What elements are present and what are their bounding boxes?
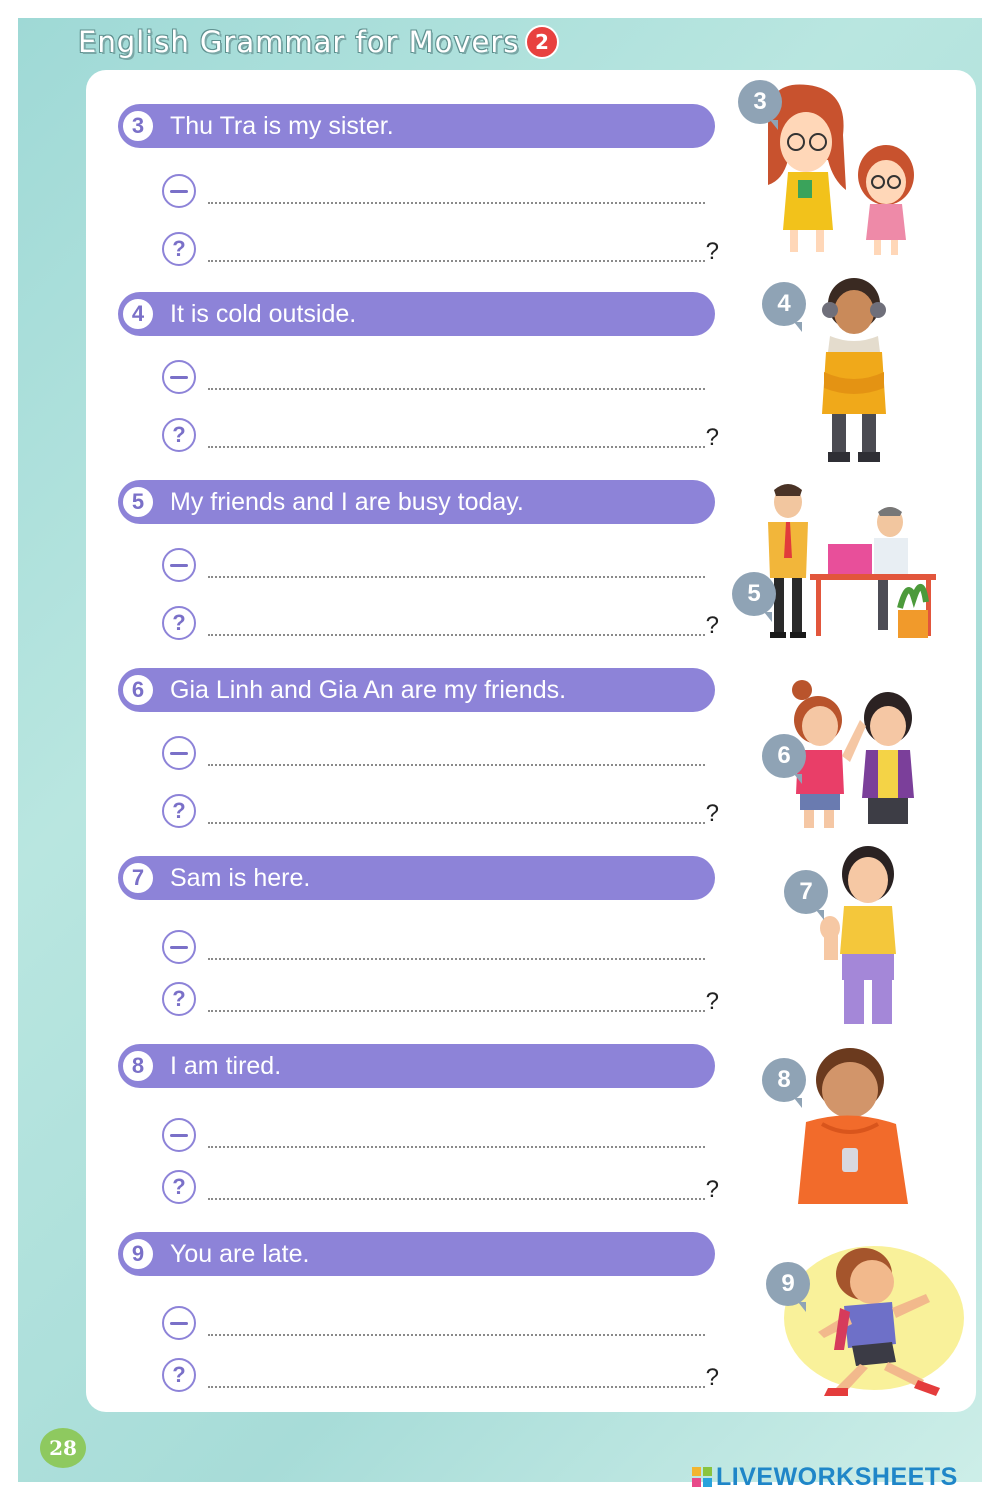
question-mark: ? (705, 238, 719, 265)
book-title-text: English Grammar for Movers (78, 25, 520, 59)
picture-number: 8 (762, 1058, 806, 1102)
exercise-8 (118, 1044, 718, 1214)
negative-answer-row (162, 1306, 717, 1342)
question-icon: ? (162, 232, 196, 266)
minus-icon (162, 736, 196, 770)
sentence-bar (118, 668, 715, 712)
question-answer-input[interactable] (208, 422, 705, 448)
liveworksheets-icon (692, 1467, 712, 1487)
negative-answer-input[interactable] (208, 1310, 705, 1336)
prompt-sentence: You are late. (170, 1239, 310, 1268)
question-mark: ? (705, 988, 719, 1015)
negative-answer-input[interactable] (208, 364, 705, 390)
prompt-sentence: I am tired. (170, 1051, 282, 1080)
question-mark: ? (705, 800, 719, 827)
question-mark: ? (705, 424, 719, 451)
question-answer-row (162, 418, 717, 454)
negative-answer-input[interactable] (208, 552, 705, 578)
picture-4 (762, 276, 962, 456)
negative-answer-input[interactable] (208, 934, 705, 960)
negative-answer-input[interactable] (208, 178, 705, 204)
negative-answer-row (162, 736, 717, 772)
question-answer-row (162, 794, 717, 830)
minus-icon (162, 548, 196, 582)
picture-3 (738, 80, 938, 260)
prompt-sentence: Sam is here. (170, 863, 311, 892)
exercise-4 (118, 292, 718, 462)
picture-7 (784, 844, 984, 1024)
prompt-sentence: Gia Linh and Gia An are my friends. (170, 675, 567, 704)
negative-answer-row (162, 360, 717, 396)
prompt-sentence: Thu Tra is my sister. (170, 111, 394, 140)
question-answer-row (162, 232, 717, 268)
question-mark: ? (705, 612, 719, 639)
negative-answer-row (162, 930, 717, 966)
running-late-boy-illustration (764, 1222, 964, 1402)
question-answer-input[interactable] (208, 1174, 705, 1200)
exercise-6 (118, 668, 718, 838)
minus-icon (162, 174, 196, 208)
question-answer-input[interactable] (208, 610, 705, 636)
sentence-bar (118, 480, 715, 524)
liveworksheets-text: LIVEWORKSHEETS (716, 1462, 958, 1491)
sentence-bar (118, 1044, 715, 1088)
picture-6 (762, 676, 962, 856)
question-mark: ? (705, 1364, 719, 1391)
question-answer-input[interactable] (208, 236, 705, 262)
question-icon: ? (162, 794, 196, 828)
question-answer-input[interactable] (208, 986, 705, 1012)
level-badge: 2 (525, 25, 559, 59)
question-answer-row (162, 1170, 717, 1206)
question-mark: ? (705, 1176, 719, 1203)
exercise-number: 4 (120, 296, 156, 332)
question-answer-row (162, 1358, 717, 1394)
picture-9 (764, 1222, 964, 1402)
minus-icon (162, 930, 196, 964)
picture-number: 3 (738, 80, 782, 124)
question-answer-row (162, 982, 717, 1018)
minus-icon (162, 360, 196, 394)
exercise-number: 5 (120, 484, 156, 520)
prompt-sentence: It is cold outside. (170, 299, 357, 328)
sentence-bar (118, 856, 715, 900)
question-answer-row (162, 606, 717, 642)
exercise-5 (118, 480, 718, 650)
exercise-3 (118, 104, 718, 274)
negative-answer-row (162, 548, 717, 584)
page-number: 28 (40, 1428, 86, 1468)
sentence-bar (118, 1232, 715, 1276)
negative-answer-input[interactable] (208, 740, 705, 766)
book-title (78, 20, 559, 64)
question-icon: ? (162, 606, 196, 640)
question-icon: ? (162, 418, 196, 452)
negative-answer-row (162, 1118, 717, 1154)
question-icon: ? (162, 982, 196, 1016)
question-icon: ? (162, 1170, 196, 1204)
picture-number: 9 (766, 1262, 810, 1306)
question-icon: ? (162, 1358, 196, 1392)
exercise-number: 8 (120, 1048, 156, 1084)
picture-5 (730, 478, 930, 658)
exercise-number: 3 (120, 108, 156, 144)
minus-icon (162, 1118, 196, 1152)
negative-answer-row (162, 174, 717, 210)
picture-number: 7 (784, 870, 828, 914)
liveworksheets-logo (692, 1460, 958, 1494)
exercise-number: 7 (120, 860, 156, 896)
picture-8 (762, 1044, 962, 1224)
two-men-at-office-desk-illustration (730, 478, 940, 648)
exercise-number: 9 (120, 1236, 156, 1272)
minus-icon (162, 1306, 196, 1340)
sentence-bar (118, 104, 715, 148)
negative-answer-input[interactable] (208, 1122, 705, 1148)
exercise-number: 6 (120, 672, 156, 708)
picture-number: 6 (762, 734, 806, 778)
sentence-bar (118, 292, 715, 336)
exercise-9 (118, 1232, 718, 1402)
prompt-sentence: My friends and I are busy today. (170, 487, 524, 516)
question-answer-input[interactable] (208, 798, 705, 824)
exercise-7 (118, 856, 718, 1026)
question-answer-input[interactable] (208, 1362, 705, 1388)
picture-number: 5 (732, 572, 776, 616)
picture-number: 4 (762, 282, 806, 326)
